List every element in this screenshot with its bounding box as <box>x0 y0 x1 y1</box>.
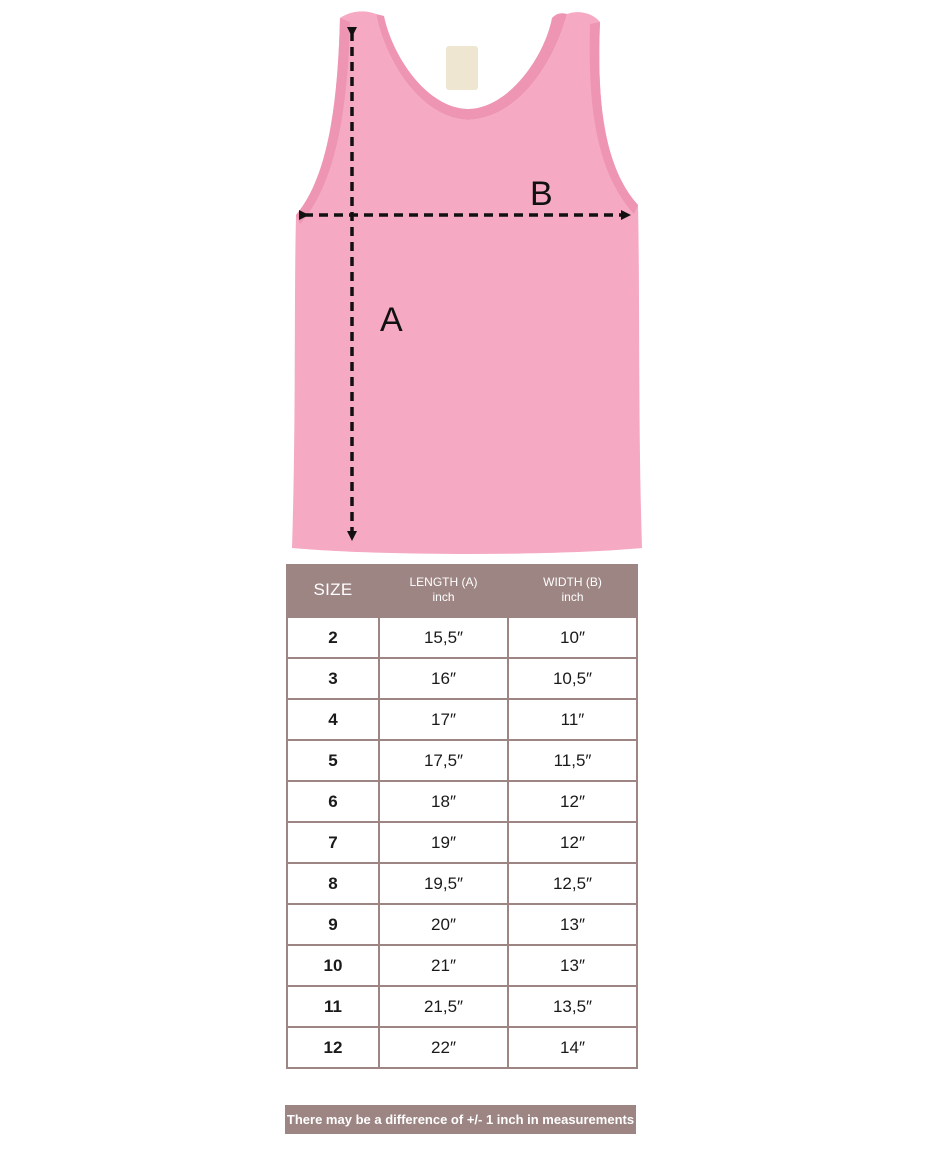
width-cell: 11″ <box>508 699 637 740</box>
table-row <box>287 658 637 699</box>
length-cell: 22″ <box>379 1027 508 1068</box>
size-cell: 12 <box>287 1027 379 1068</box>
size-cell: 5 <box>287 740 379 781</box>
size-cell: 7 <box>287 822 379 863</box>
length-cell: 15,5″ <box>379 617 508 658</box>
table-row <box>287 822 637 863</box>
width-cell: 10,5″ <box>508 658 637 699</box>
size-cell: 10 <box>287 945 379 986</box>
width-cell: 12″ <box>508 822 637 863</box>
table-row <box>287 863 637 904</box>
label-a: A <box>380 301 403 339</box>
header-width-title: WIDTH (B) <box>543 575 602 589</box>
size-cell: 4 <box>287 699 379 740</box>
length-cell: 19,5″ <box>379 863 508 904</box>
length-cell: 18″ <box>379 781 508 822</box>
size-cell: 6 <box>287 781 379 822</box>
length-cell: 20″ <box>379 904 508 945</box>
header-width-unit: inch <box>561 590 584 604</box>
width-cell: 14″ <box>508 1027 637 1068</box>
length-cell: 19″ <box>379 822 508 863</box>
size-cell: 9 <box>287 904 379 945</box>
size-cell: 3 <box>287 658 379 699</box>
width-cell: 13,5″ <box>508 986 637 1027</box>
header-length <box>379 564 508 617</box>
tank-top-diagram <box>0 0 925 560</box>
table-row <box>287 945 637 986</box>
size-chart-table <box>286 564 638 1069</box>
length-cell: 21″ <box>379 945 508 986</box>
width-cell: 12″ <box>508 781 637 822</box>
measurement-disclaimer: There may be a difference of +/- 1 inch in measurements <box>285 1105 636 1134</box>
width-cell: 12,5″ <box>508 863 637 904</box>
clothing-tag <box>446 46 478 90</box>
table-row <box>287 740 637 781</box>
length-cell: 17,5″ <box>379 740 508 781</box>
table-row <box>287 617 637 658</box>
size-cell: 11 <box>287 986 379 1027</box>
table-row <box>287 781 637 822</box>
length-cell: 16″ <box>379 658 508 699</box>
width-cell: 13″ <box>508 904 637 945</box>
size-cell: 2 <box>287 617 379 658</box>
table-row <box>287 904 637 945</box>
width-cell: 13″ <box>508 945 637 986</box>
table-row <box>287 986 637 1027</box>
length-cell: 17″ <box>379 699 508 740</box>
header-size: SIZE <box>287 564 379 617</box>
table-row <box>287 699 637 740</box>
width-cell: 10″ <box>508 617 637 658</box>
table-header-row <box>287 564 637 617</box>
header-length-title: LENGTH (A) <box>409 575 478 589</box>
width-cell: 11,5″ <box>508 740 637 781</box>
header-width <box>508 564 637 617</box>
size-cell: 8 <box>287 863 379 904</box>
header-length-unit: inch <box>432 590 455 604</box>
label-b: B <box>530 175 553 213</box>
length-cell: 21,5″ <box>379 986 508 1027</box>
table-row <box>287 1027 637 1068</box>
